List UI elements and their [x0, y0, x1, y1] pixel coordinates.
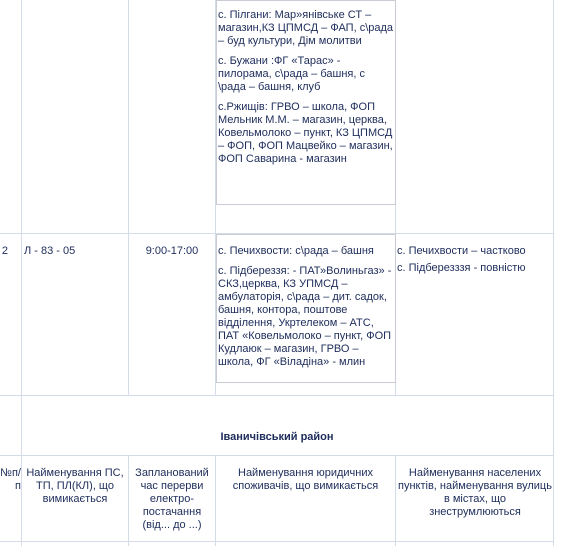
consumer-pechykhvosty: с. Печихвости: с\рада – башня — [218, 245, 374, 257]
header-time: Запланований час перерви електро-постачання (від... до ...) — [135, 467, 209, 531]
consumer-pidberezzia: с. Підбереззя: - ПАТ»Волиньгаз» - СКЗ,церква, КЗ УПМСД – амбулаторія, с\рада – дит. садок, башня, контора, поштове відділення, Укртелеком – АТС, ПАТ «Ковельмолоко – пункт, ФОП Кудлаюк – магазин, ГРВО – школа, ФГ «Віладіна» - млин — [218, 265, 392, 368]
right-border — [553, 0, 554, 546]
row-number: 2 — [1, 245, 8, 257]
row-divider-4 — [0, 541, 554, 542]
col-divider-2 — [128, 0, 129, 395]
col-divider-4b — [395, 455, 396, 546]
row2-consumers-cell — [218, 245, 394, 376]
consumer-buzhany: с. Бужани :ФГ «Тарас» - пилорама, с\рада – башня, с \рада – башня, клуб — [218, 55, 365, 93]
consumer-pilhany: с. Пілгани: Мар»янівське СТ – магазин,КЗ ЦПМСД – ФАП, с\рада – буд культури, Дім молитви — [218, 9, 394, 47]
header-consumers: Найменування юридичних споживачів, що вимикається — [232, 467, 379, 492]
header-num: №п/п — [0, 467, 21, 492]
col-divider-1 — [21, 0, 22, 546]
line-name: Л - 83 - 05 — [24, 245, 76, 257]
region-title: Іваничівський район — [220, 431, 334, 443]
top-consumers-cell — [218, 9, 394, 173]
settlement-pechykhvosty: с. Печихвости – частково — [397, 245, 526, 257]
header-line: Найменування ПС, ТП, ПЛ(КЛ), що вимикається — [26, 467, 124, 505]
settlement-pidberezzia: с. Підберезззя - повністю — [397, 262, 526, 274]
row-divider-2 — [0, 395, 554, 396]
header-settlements: Найменування населених пунктів, найменування вулиць в містах, що знеструмлюються — [398, 467, 552, 518]
row2-settlements-cell — [397, 245, 553, 282]
row-divider-3 — [0, 455, 554, 456]
outage-time: 9:00-17:00 — [145, 245, 199, 257]
consumer-rzhyshchiv: с.Ржищів: ГРВО – школа, ФОП Мельник М.М. – магазин, церква, Ковельмолоко – пункт, КЗ ЦПМСД – ФОП, ФОП Мацвейко – магазин, ФОП Саварина - магазин — [218, 101, 393, 165]
